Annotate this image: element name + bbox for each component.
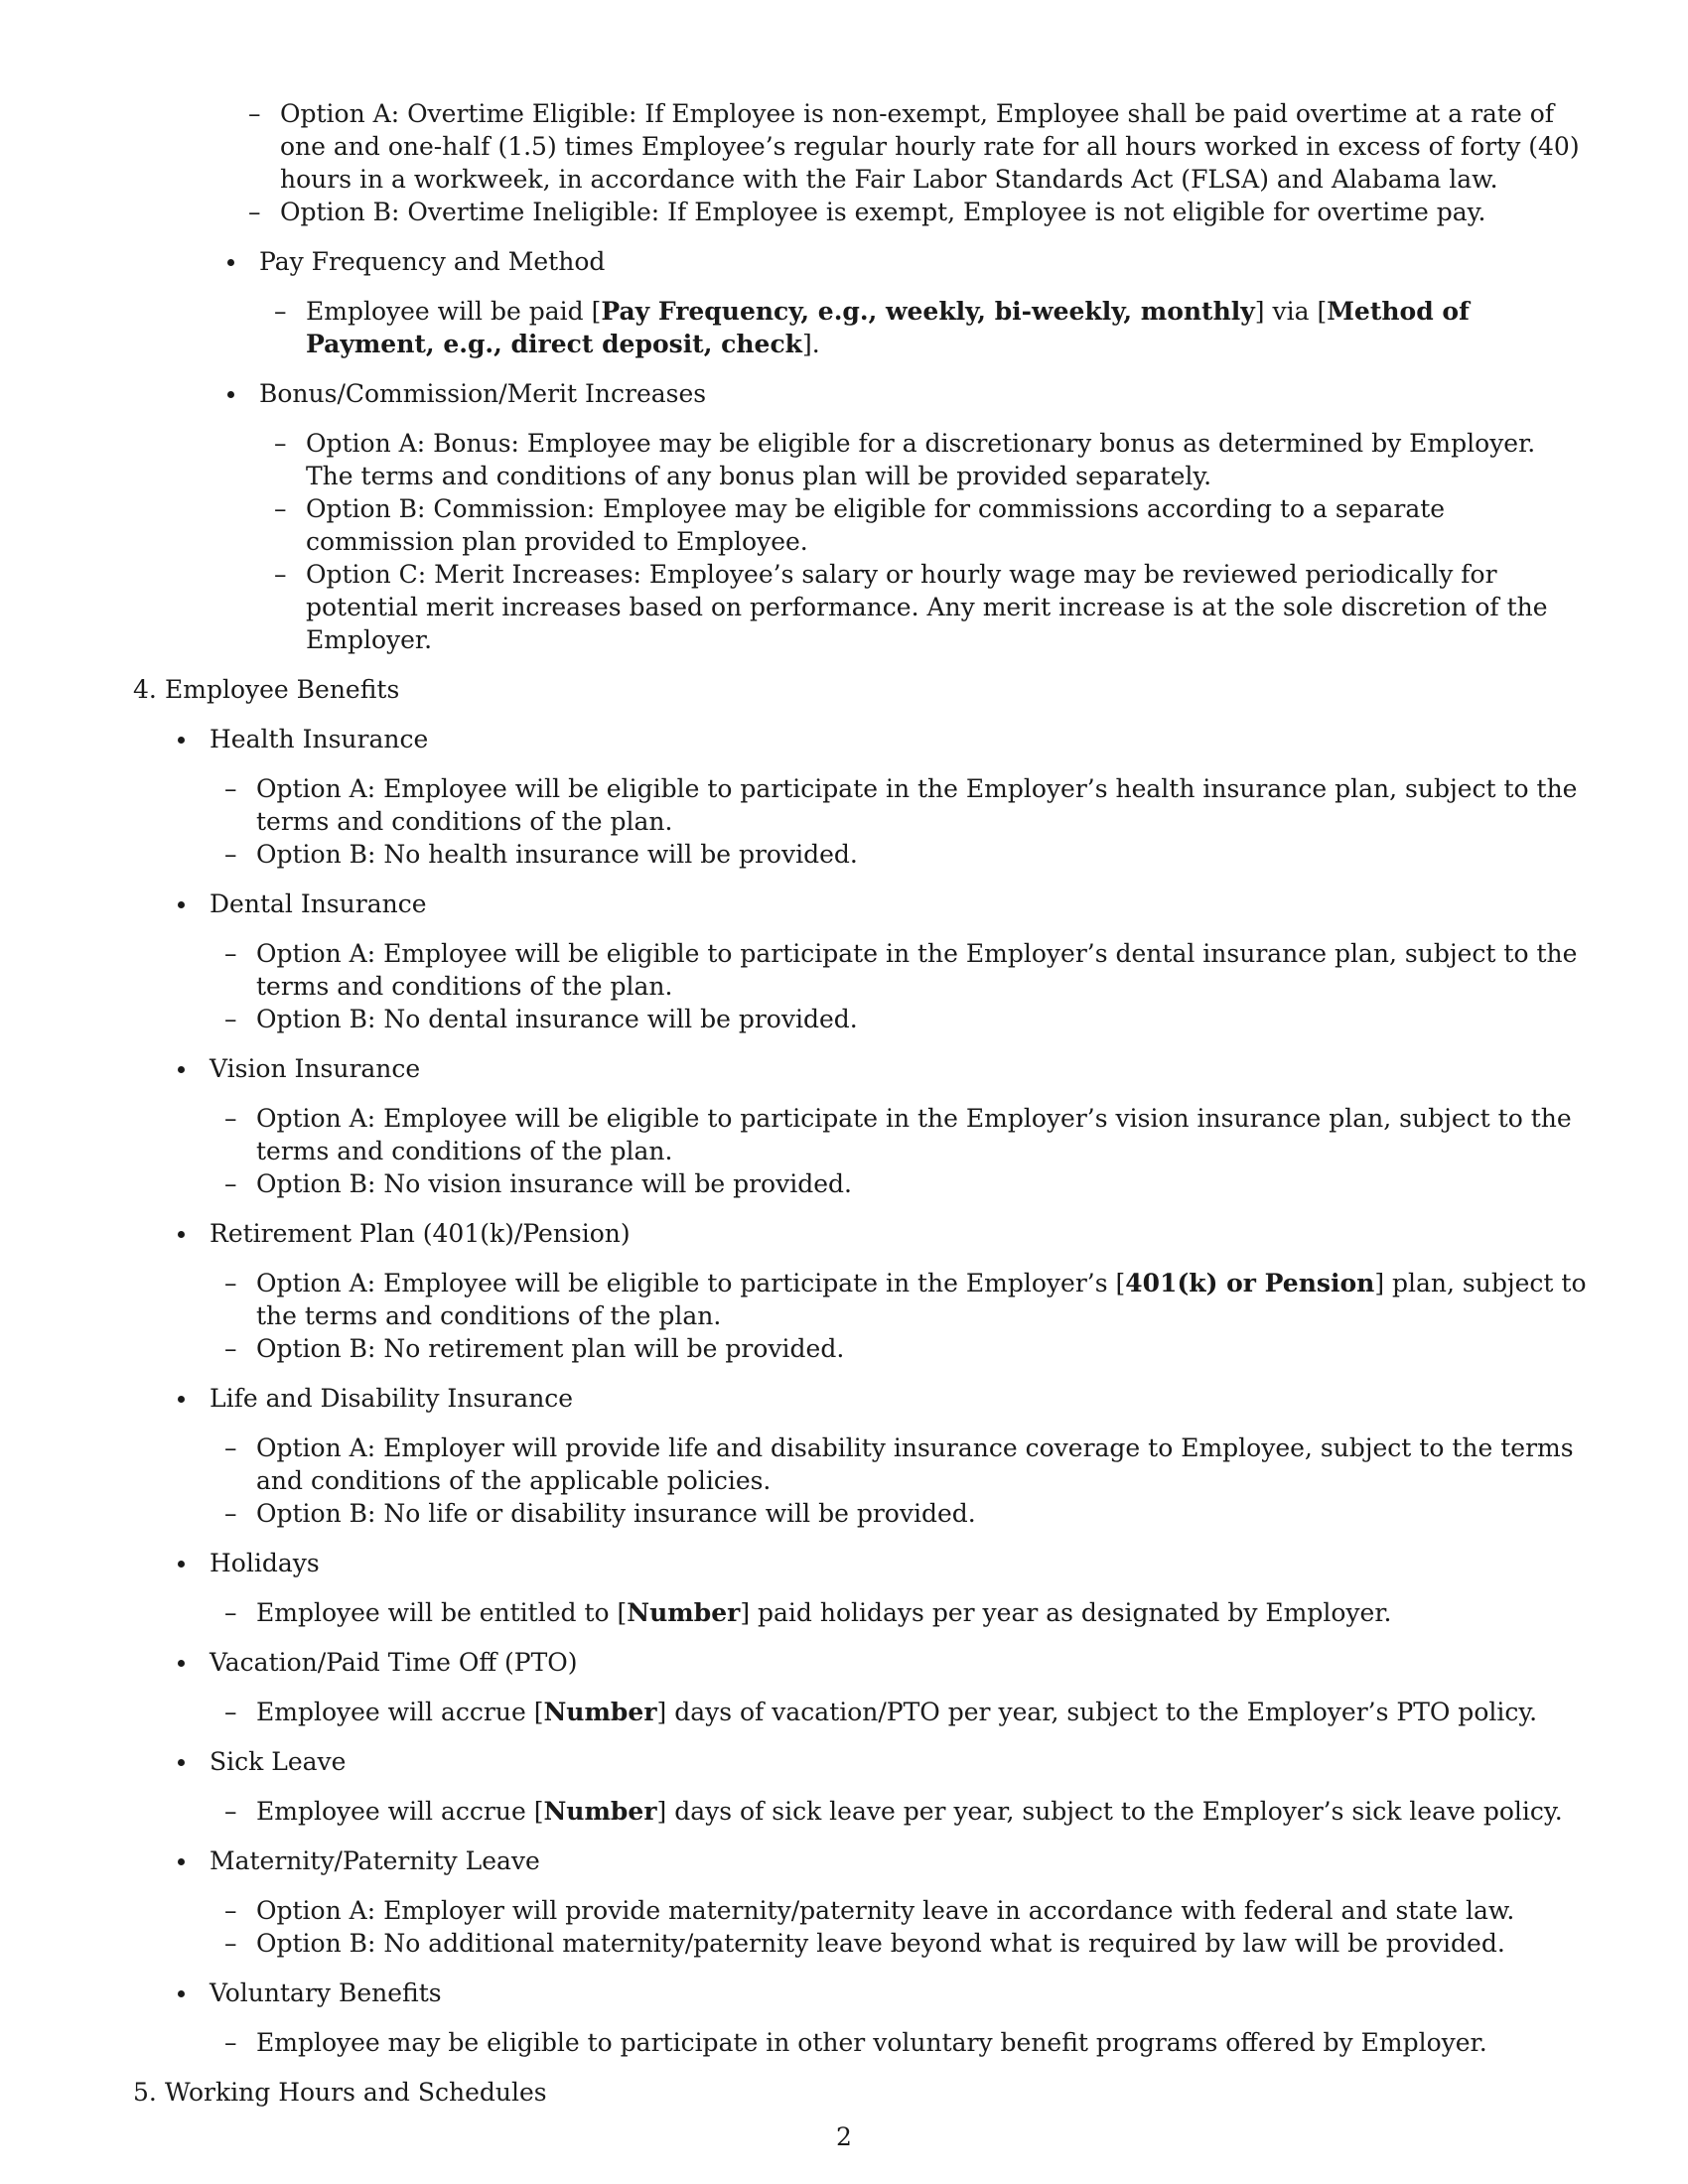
maternity-option-a: – Option A: Employer will provide maternity/paternity leave in accordance with federal and state law. <box>224 1894 1589 1927</box>
dental-option-b: – Option B: No dental insurance will be provided. <box>224 1003 1589 1035</box>
retirement-plan-item <box>175 1217 1589 1365</box>
retirement-plan-title: Retirement Plan (401(k)/Pension) <box>210 1219 631 1248</box>
vacation-item <box>175 1646 1589 1728</box>
holidays-title: Holidays <box>210 1549 320 1577</box>
section-4-title: Employee Benefits <box>165 675 400 704</box>
retirement-option-b: – Option B: No retirement plan will be provided. <box>224 1332 1589 1365</box>
maternity-option-b: – Option B: No additional maternity/paternity leave beyond what is required by law will be provided. <box>224 1927 1589 1960</box>
voluntary-benefits-item <box>175 1977 1589 2059</box>
health-option-b: – Option B: No health insurance will be provided. <box>224 838 1589 871</box>
section-employee-benefits <box>129 673 1589 2059</box>
section-5-title: Working Hours and Schedules <box>165 2078 547 2107</box>
life-option-b: – Option B: No life or disability insurance will be provided. <box>224 1497 1589 1530</box>
pay-frequency-item <box>224 245 1589 360</box>
retirement-option-a: – Option A: Employee will be eligible to participate in the Employer’s [401(k) or Pension] plan, subject to the terms and conditions of the plan. <box>224 1267 1589 1332</box>
overtime-option-b: – Option B: Overtime Ineligible: If Employee is exempt, Employee is not eligible for overtime pay. <box>248 196 1589 228</box>
life-option-a: – Option A: Employer will provide life and disability insurance coverage to Employee, subject to the terms and conditions of the applicable policies. <box>224 1432 1589 1497</box>
life-disability-item <box>175 1382 1589 1530</box>
bonus-option-b: – Option B: Commission: Employee may be eligible for commissions according to a separate commission plan provided to Employee. <box>274 492 1589 558</box>
document-body <box>129 97 1589 2109</box>
section-4-number: 4. <box>133 675 157 704</box>
health-insurance-title: Health Insurance <box>210 725 429 753</box>
overtime-option-a: – Option A: Overtime Eligible: If Employee is non-exempt, Employee shall be paid overtime at a rate of one and one-half (1.5) times Employee’s regular hourly rate for all hours worked in excess of forty (40) hours in a workweek, in accordance with the Fair Labor Standards Act (FLSA) and Alabama law. <box>248 97 1589 196</box>
health-insurance-item <box>175 723 1589 871</box>
pay-frequency-field: Pay Frequency, e.g., weekly, bi-weekly, monthly <box>601 297 1255 326</box>
section-working-hours <box>129 2076 1589 2109</box>
vacation-number-field: Number <box>543 1698 657 1726</box>
vision-insurance-title: Vision Insurance <box>210 1054 421 1083</box>
dental-insurance-item <box>175 887 1589 1035</box>
pay-frequency-title: Pay Frequency and Method <box>259 247 606 276</box>
sick-leave-text: – Employee will accrue [Number] days of sick leave per year, subject to the Employer’s sick leave policy. <box>224 1795 1589 1828</box>
maternity-leave-item <box>175 1844 1589 1960</box>
life-disability-title: Life and Disability Insurance <box>210 1384 574 1413</box>
payment-method-field: Method of Payment, e.g., direct deposit, check <box>306 297 1470 358</box>
vacation-title: Vacation/Paid Time Off (PTO) <box>210 1648 578 1677</box>
section-5-number: 5. <box>133 2078 157 2107</box>
vision-option-a: – Option A: Employee will be eligible to participate in the Employer’s vision insurance plan, subject to the terms and conditions of the plan. <box>224 1102 1589 1167</box>
pay-frequency-text: – Employee will be paid [Pay Frequency, e.g., weekly, bi-weekly, monthly] via [Method of Payment, e.g., direct deposit, check]. <box>274 295 1589 360</box>
health-option-a: – Option A: Employee will be eligible to participate in the Employer’s health insurance plan, subject to the terms and conditions of the plan. <box>224 772 1589 838</box>
dental-option-a: – Option A: Employee will be eligible to participate in the Employer’s dental insurance plan, subject to the terms and conditions of the plan. <box>224 937 1589 1003</box>
maternity-leave-title: Maternity/Paternity Leave <box>210 1846 540 1875</box>
sick-leave-number-field: Number <box>543 1797 657 1826</box>
bonus-item <box>224 377 1589 656</box>
bonus-option-a: – Option A: Bonus: Employee may be eligible for a discretionary bonus as determined by Employer. The terms and conditions of any bonus plan will be provided separately. <box>274 427 1589 492</box>
compensation-items <box>224 245 1589 656</box>
page-number: 2 <box>836 2122 852 2151</box>
bonus-title: Bonus/Commission/Merit Increases <box>259 379 707 408</box>
overtime-options <box>129 97 1589 228</box>
dental-insurance-title: Dental Insurance <box>210 889 427 918</box>
holidays-number-field: Number <box>627 1598 741 1627</box>
voluntary-benefits-text: – Employee may be eligible to participate in other voluntary benefit programs offered by Employer. <box>224 2026 1589 2059</box>
holidays-text: – Employee will be entitled to [Number] paid holidays per year as designated by Employer. <box>224 1596 1589 1629</box>
sick-leave-title: Sick Leave <box>210 1747 347 1776</box>
vision-option-b: – Option B: No vision insurance will be provided. <box>224 1167 1589 1200</box>
retirement-plan-field: 401(k) or Pension <box>1125 1269 1375 1297</box>
holidays-item <box>175 1547 1589 1629</box>
sick-leave-item <box>175 1745 1589 1828</box>
vacation-text: – Employee will accrue [Number] days of vacation/PTO per year, subject to the Employer’s PTO policy. <box>224 1696 1589 1728</box>
bonus-option-c: – Option C: Merit Increases: Employee’s salary or hourly wage may be reviewed periodically for potential merit increases based on performance. Any merit increase is at the sole discretion of the Employer. <box>274 558 1589 656</box>
voluntary-benefits-title: Voluntary Benefits <box>210 1979 442 2007</box>
vision-insurance-item <box>175 1052 1589 1200</box>
